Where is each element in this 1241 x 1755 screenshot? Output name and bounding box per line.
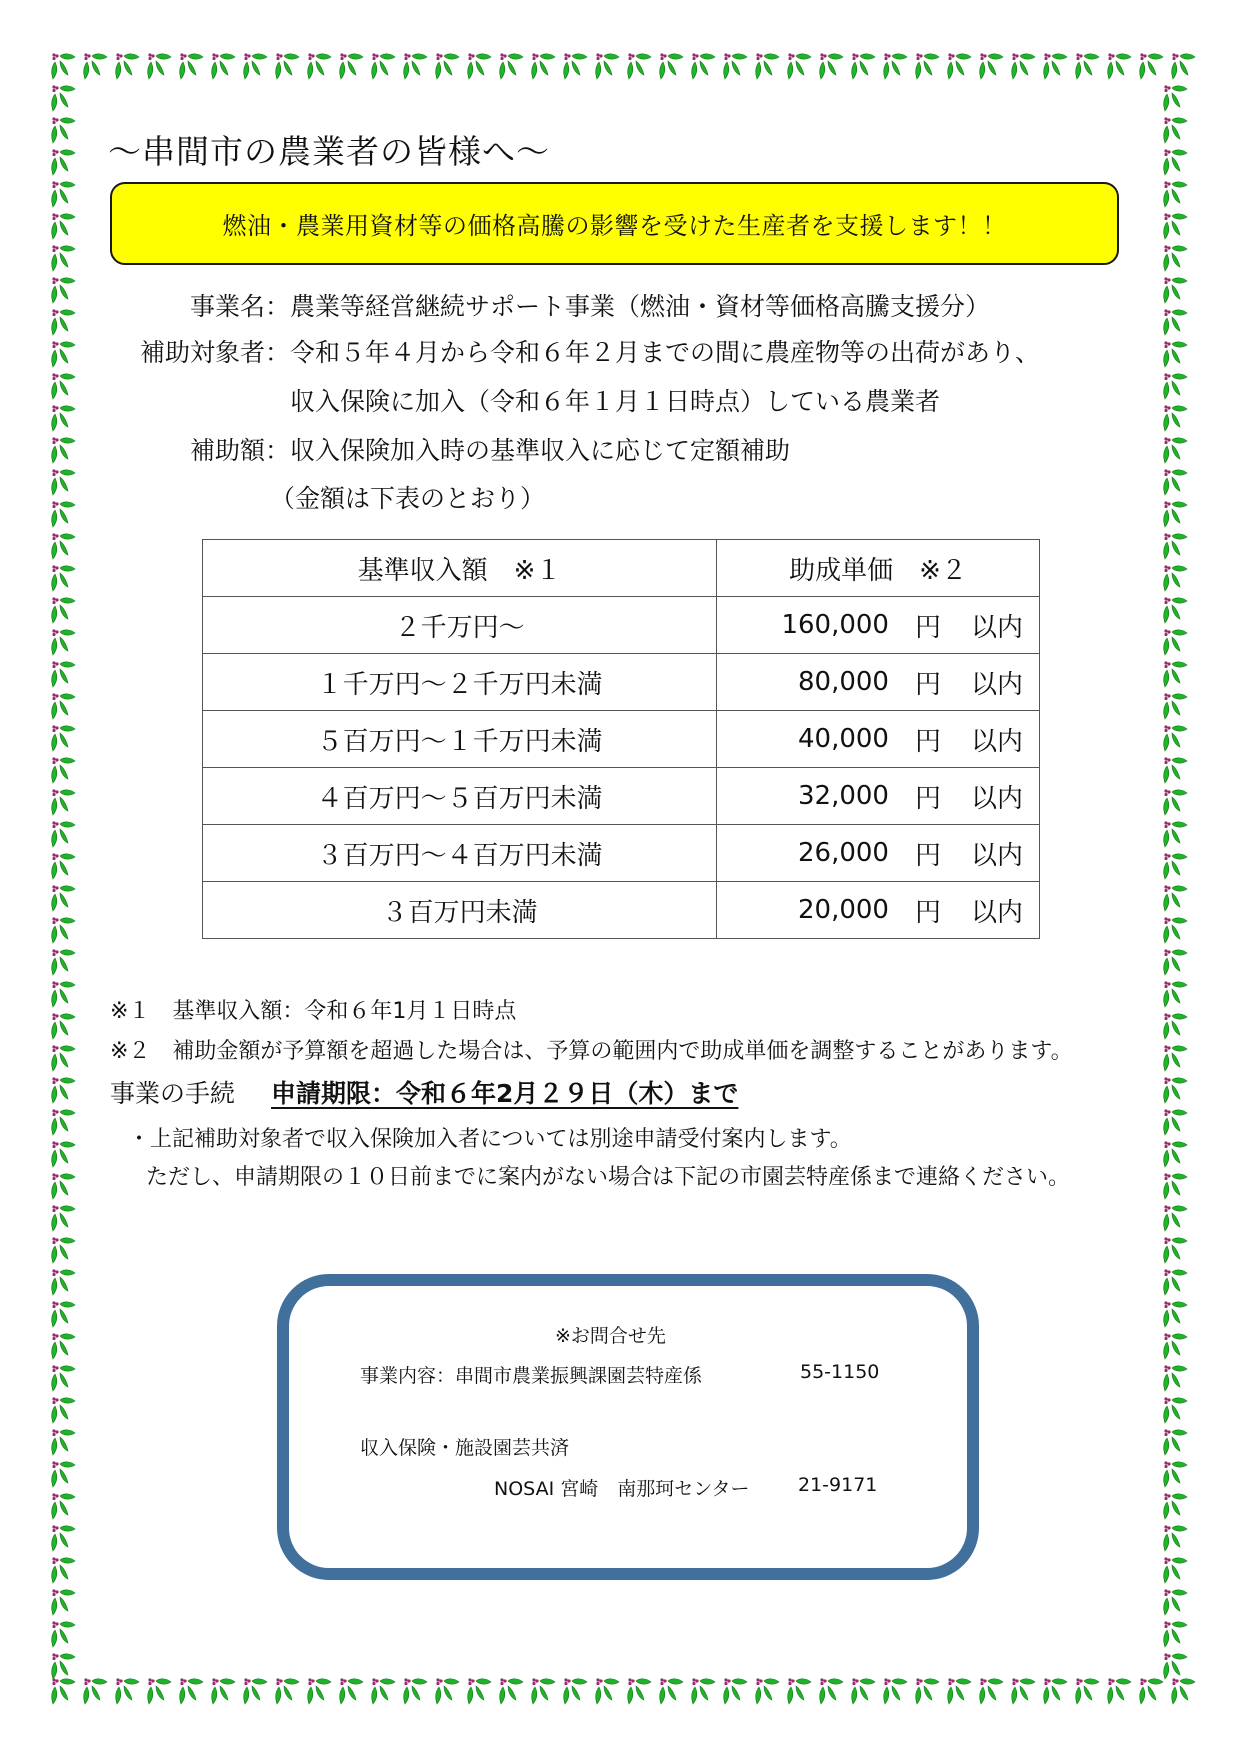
holly-icon <box>48 178 80 210</box>
detail-label: 補助対象者： <box>139 338 290 367</box>
holly-icon <box>400 50 432 82</box>
holly-icon <box>48 946 80 978</box>
holly-icon <box>1160 370 1192 402</box>
holly-icon <box>848 50 880 82</box>
holly-icon <box>1160 1362 1192 1394</box>
holly-icon <box>48 338 80 370</box>
contact-box <box>277 1274 979 1580</box>
holly-icon <box>48 1106 80 1138</box>
table-row <box>203 711 1040 768</box>
holly-icon <box>176 1675 208 1707</box>
holly-icon <box>112 50 144 82</box>
holly-icon <box>1168 50 1200 82</box>
holly-icon <box>48 466 80 498</box>
holly-icon <box>1160 1234 1192 1266</box>
table-row <box>203 882 1040 939</box>
holly-icon <box>112 1675 144 1707</box>
holly-icon <box>1160 818 1192 850</box>
detail-value: 令和５年４月から令和６年２月までの間に農産物等の出荷があり、 <box>290 338 1041 367</box>
unit: 円 <box>914 783 941 814</box>
holly-icon <box>1160 466 1192 498</box>
holly-icon <box>1160 1394 1192 1426</box>
table-header-row <box>203 540 1040 597</box>
holly-icon <box>1160 338 1192 370</box>
holly-icon <box>240 50 272 82</box>
holly-icon <box>1160 722 1192 754</box>
holly-icon <box>48 306 80 338</box>
holly-icon <box>688 1675 720 1707</box>
holly-icon <box>1160 146 1192 178</box>
holly-icon <box>1160 210 1192 242</box>
holly-border-left <box>48 82 80 1682</box>
holly-icon <box>624 1675 656 1707</box>
holly-icon <box>784 50 816 82</box>
holly-icon <box>752 50 784 82</box>
detail-label: 補助額： <box>189 436 290 465</box>
contact-entry-nosai: NOSAI 宮崎 南那珂センター <box>494 1478 750 1500</box>
holly-icon <box>912 50 944 82</box>
holly-icon <box>80 50 112 82</box>
holly-icon <box>1160 1266 1192 1298</box>
holly-icon <box>560 50 592 82</box>
holly-icon <box>656 1675 688 1707</box>
footnote-2: ※２ 補助金額が予算額を超過した場合は、予算の範囲内で助成単価を調整することがあります。 <box>110 1039 1073 1064</box>
holly-icon <box>1160 1554 1192 1586</box>
footnote-1: ※１ 基準収入額：令和６年1月１日時点 <box>110 999 517 1024</box>
holly-icon <box>1136 50 1168 82</box>
holly-icon <box>1160 914 1192 946</box>
headline-text: 燃油・農業用資材等の価格高騰の影響を受けた生産者を支援します！！ <box>222 212 1007 240</box>
suffix: 以内 <box>970 840 1023 871</box>
holly-icon <box>1160 1330 1192 1362</box>
holly-icon <box>1160 562 1192 594</box>
holly-icon <box>1160 114 1192 146</box>
holly-icon <box>1160 594 1192 626</box>
holly-icon <box>48 146 80 178</box>
holly-icon <box>208 50 240 82</box>
holly-icon <box>48 1138 80 1170</box>
holly-icon <box>880 1675 912 1707</box>
detail-value: 農業等経営継続サポート事業（燃油・資材等価格高騰支援分） <box>290 292 991 321</box>
holly-icon <box>784 1675 816 1707</box>
holly-icon <box>336 1675 368 1707</box>
holly-icon <box>48 658 80 690</box>
holly-icon <box>48 1586 80 1618</box>
suffix: 以内 <box>970 726 1023 757</box>
holly-icon <box>496 1675 528 1707</box>
grant-table <box>202 539 1040 939</box>
holly-icon <box>48 818 80 850</box>
page-title: ～串間市の農業者の皆様へ～ <box>108 132 550 171</box>
holly-icon <box>1160 1586 1192 1618</box>
holly-icon <box>1160 242 1192 274</box>
holly-icon <box>1160 882 1192 914</box>
amount: 80,000 <box>797 667 889 697</box>
holly-icon <box>1160 178 1192 210</box>
holly-icon <box>464 50 496 82</box>
amount: 32,000 <box>797 781 889 811</box>
holly-icon <box>400 1675 432 1707</box>
holly-icon <box>1160 754 1192 786</box>
holly-icon <box>816 1675 848 1707</box>
holly-icon <box>848 1675 880 1707</box>
table-row <box>203 825 1040 882</box>
holly-icon <box>432 1675 464 1707</box>
holly-icon <box>48 1522 80 1554</box>
holly-icon <box>432 50 464 82</box>
header-income: 基準収入額 ※１ <box>203 540 717 597</box>
contact-entry-insurance: 収入保険・施設園芸共済 <box>360 1437 570 1459</box>
income-range: ３百万円未満 <box>203 882 717 939</box>
holly-icon <box>1040 50 1072 82</box>
holly-icon <box>48 978 80 1010</box>
header-unit-price: 助成単価 ※２ <box>717 540 1040 597</box>
holly-icon <box>144 1675 176 1707</box>
holly-border-bottom <box>48 1675 1200 1707</box>
holly-icon <box>1160 82 1192 114</box>
holly-icon <box>48 754 80 786</box>
holly-icon <box>528 50 560 82</box>
holly-icon <box>1160 1010 1192 1042</box>
table-row <box>203 768 1040 825</box>
holly-icon <box>1160 946 1192 978</box>
holly-icon <box>304 50 336 82</box>
holly-icon <box>48 1650 80 1682</box>
holly-icon <box>944 1675 976 1707</box>
contact-heading: ※お問合せ先 <box>555 1325 666 1347</box>
holly-icon <box>48 1298 80 1330</box>
holly-icon <box>1008 1675 1040 1707</box>
holly-icon <box>336 50 368 82</box>
unit: 円 <box>914 612 941 643</box>
holly-icon <box>48 1202 80 1234</box>
holly-icon <box>1160 1426 1192 1458</box>
holly-icon <box>48 530 80 562</box>
holly-icon <box>1160 530 1192 562</box>
holly-icon <box>48 1170 80 1202</box>
procedure-line-1: ・上記補助対象者で収入保険加入者については別途申請受付案内します。 <box>128 1127 852 1152</box>
holly-icon <box>496 50 528 82</box>
detail-amount <box>110 431 790 467</box>
holly-icon <box>368 50 400 82</box>
holly-icon <box>1160 1490 1192 1522</box>
holly-icon <box>880 50 912 82</box>
holly-icon <box>48 1618 80 1650</box>
holly-icon <box>48 1330 80 1362</box>
holly-icon <box>976 1675 1008 1707</box>
amount: 160,000 <box>781 610 889 640</box>
holly-icon <box>48 1234 80 1266</box>
holly-icon <box>80 1675 112 1707</box>
holly-icon <box>240 1675 272 1707</box>
detail-value: 収入保険加入時の基準収入に応じて定額補助 <box>290 436 791 465</box>
holly-icon <box>1008 50 1040 82</box>
holly-icon <box>48 722 80 754</box>
holly-icon <box>560 1675 592 1707</box>
holly-icon <box>48 1362 80 1394</box>
holly-icon <box>976 50 1008 82</box>
holly-icon <box>1160 1170 1192 1202</box>
holly-icon <box>48 562 80 594</box>
suffix: 以内 <box>970 669 1023 700</box>
holly-icon <box>48 1490 80 1522</box>
amount: 40,000 <box>797 724 889 754</box>
holly-icon <box>1160 1202 1192 1234</box>
holly-icon <box>624 50 656 82</box>
holly-border-top <box>48 50 1200 82</box>
holly-icon <box>1160 690 1192 722</box>
holly-icon <box>48 626 80 658</box>
holly-icon <box>944 50 976 82</box>
unit: 円 <box>914 840 941 871</box>
detail-eligible-cont: 収入保険に加入（令和６年１月１日時点）している農業者 <box>290 387 941 416</box>
holly-icon <box>1072 1675 1104 1707</box>
holly-icon <box>48 402 80 434</box>
holly-icon <box>1160 402 1192 434</box>
detail-amount-note: （金額は下表のとおり） <box>270 484 546 513</box>
contact-entry-city: 事業内容：串間市農業振興課園芸特産係 <box>360 1365 703 1387</box>
holly-icon <box>208 1675 240 1707</box>
holly-icon <box>368 1675 400 1707</box>
holly-icon <box>48 1010 80 1042</box>
holly-icon <box>48 914 80 946</box>
suffix: 以内 <box>970 783 1023 814</box>
income-range: ５百万円～１千万円未満 <box>203 711 717 768</box>
income-range: ３百万円～４百万円未満 <box>203 825 717 882</box>
headline-banner <box>110 182 1119 265</box>
holly-icon <box>720 50 752 82</box>
income-range: ４百万円～５百万円未満 <box>203 768 717 825</box>
procedure-label: 事業の手続 <box>110 1079 236 1108</box>
holly-icon <box>48 370 80 402</box>
detail-project-name <box>110 287 990 323</box>
holly-icon <box>816 50 848 82</box>
holly-icon <box>48 1426 80 1458</box>
holly-icon <box>48 114 80 146</box>
amount: 26,000 <box>797 838 889 868</box>
holly-icon <box>48 1458 80 1490</box>
suffix: 以内 <box>970 612 1023 643</box>
holly-icon <box>1160 626 1192 658</box>
procedure-line-2: ただし、申請期限の１０日前までに案内がない場合は下記の市園芸特産係まで連絡ください。 <box>146 1165 1071 1190</box>
holly-icon <box>1160 1650 1192 1682</box>
holly-icon <box>464 1675 496 1707</box>
holly-icon <box>48 498 80 530</box>
procedure-heading <box>110 1074 738 1110</box>
holly-icon <box>1160 1618 1192 1650</box>
holly-icon <box>48 1074 80 1106</box>
income-range: １千万円～２千万円未満 <box>203 654 717 711</box>
holly-icon <box>1160 1042 1192 1074</box>
holly-icon <box>1160 1106 1192 1138</box>
holly-icon <box>48 1554 80 1586</box>
holly-icon <box>48 882 80 914</box>
holly-icon <box>48 1394 80 1426</box>
table-row <box>203 597 1040 654</box>
holly-icon <box>1160 1458 1192 1490</box>
holly-icon <box>720 1675 752 1707</box>
holly-icon <box>48 434 80 466</box>
holly-icon <box>1160 1298 1192 1330</box>
holly-icon <box>48 50 80 82</box>
holly-icon <box>48 210 80 242</box>
holly-icon <box>272 50 304 82</box>
holly-icon <box>1160 498 1192 530</box>
contact-phone-city: 55-1150 <box>800 1361 880 1383</box>
holly-icon <box>592 50 624 82</box>
holly-icon <box>688 50 720 82</box>
holly-icon <box>48 850 80 882</box>
holly-icon <box>1160 786 1192 818</box>
holly-icon <box>1160 978 1192 1010</box>
holly-icon <box>1160 1522 1192 1554</box>
holly-icon <box>48 242 80 274</box>
holly-icon <box>592 1675 624 1707</box>
holly-icon <box>176 50 208 82</box>
holly-icon <box>1104 1675 1136 1707</box>
holly-icon <box>1160 306 1192 338</box>
holly-icon <box>912 1675 944 1707</box>
detail-eligible <box>110 333 1040 369</box>
unit: 円 <box>914 669 941 700</box>
holly-icon <box>1160 1074 1192 1106</box>
holly-icon <box>1160 434 1192 466</box>
holly-icon <box>1160 850 1192 882</box>
holly-icon <box>48 1042 80 1074</box>
holly-icon <box>48 274 80 306</box>
holly-icon <box>272 1675 304 1707</box>
holly-icon <box>48 594 80 626</box>
holly-icon <box>752 1675 784 1707</box>
suffix: 以内 <box>970 897 1023 928</box>
unit: 円 <box>914 726 941 757</box>
holly-icon <box>656 50 688 82</box>
detail-label: 事業名： <box>189 292 290 321</box>
holly-icon <box>1040 1675 1072 1707</box>
holly-icon <box>1072 50 1104 82</box>
holly-icon <box>1160 274 1192 306</box>
income-range: ２千万円～ <box>203 597 717 654</box>
holly-icon <box>48 1266 80 1298</box>
holly-border-right <box>1160 82 1192 1682</box>
contact-phone-nosai: 21-9171 <box>798 1474 878 1496</box>
holly-icon <box>1160 1138 1192 1170</box>
holly-icon <box>48 82 80 114</box>
holly-icon <box>1104 50 1136 82</box>
holly-icon <box>528 1675 560 1707</box>
deadline-text: 申請期限：令和６年2月２９日（木）まで <box>271 1079 739 1108</box>
holly-icon <box>48 690 80 722</box>
holly-icon <box>304 1675 336 1707</box>
table-row <box>203 654 1040 711</box>
holly-icon <box>144 50 176 82</box>
holly-icon <box>1160 658 1192 690</box>
amount: 20,000 <box>797 895 889 925</box>
holly-icon <box>48 786 80 818</box>
unit: 円 <box>914 897 941 928</box>
